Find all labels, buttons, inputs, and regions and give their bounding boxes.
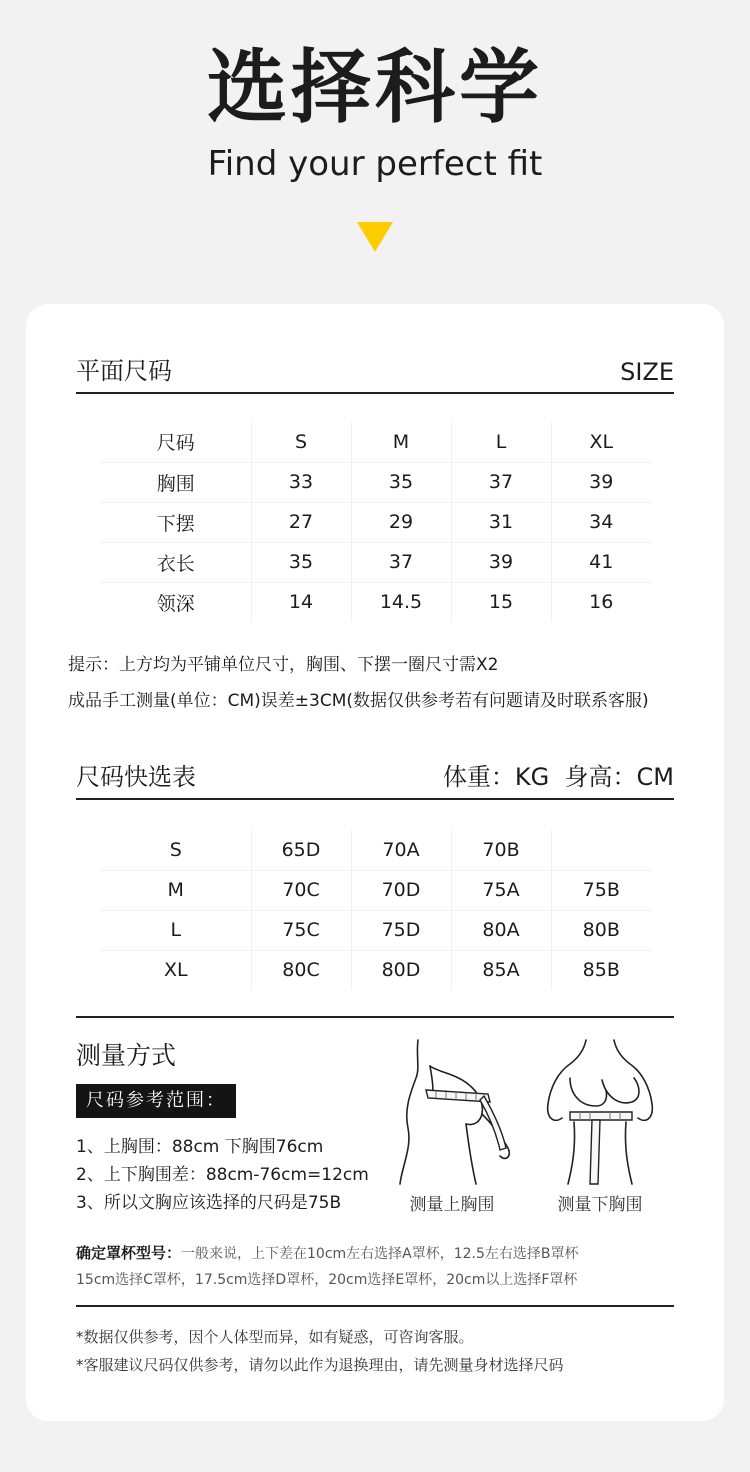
table-cell: 29 — [351, 502, 451, 542]
flat-size-header — [76, 346, 674, 386]
table-cell: L — [101, 910, 251, 950]
quick-select-units: 体重：KG 身高：CM — [442, 763, 674, 791]
flat-size-title: 平面尺码 — [76, 357, 172, 385]
table-cell: L — [451, 422, 551, 462]
table-cell: 34 — [551, 502, 651, 542]
table-cell: M — [351, 422, 451, 462]
table-row — [101, 422, 651, 462]
cup-size-text: 一般来说，上下差在10cm左右选择A罩杯，12.5左右选择B罩杯 — [181, 1246, 579, 1262]
table-row — [101, 870, 651, 910]
table-cell: 39 — [451, 542, 551, 582]
table-cell: 75B — [551, 870, 651, 910]
table-cell: 尺码 — [101, 422, 251, 462]
cup-size-line — [76, 1242, 579, 1263]
table-cell: 下摆 — [101, 502, 251, 542]
measure-step: 1、上胸围：88cm 下胸围76cm — [76, 1137, 324, 1157]
table-cell: 衣长 — [101, 542, 251, 582]
table-cell: 85B — [551, 950, 651, 990]
table-cell: S — [101, 830, 251, 870]
table-cell: 65D — [251, 830, 351, 870]
table-cell: 70A — [351, 830, 451, 870]
table-cell: 35 — [351, 462, 451, 502]
size-card — [26, 304, 724, 1421]
table-cell: 14.5 — [351, 582, 451, 622]
hero-subtitle: Find your perfect fit — [207, 144, 543, 184]
table-cell — [551, 830, 651, 870]
table-cell: 37 — [351, 542, 451, 582]
quick-select-table — [101, 830, 651, 990]
table-cell: 75D — [351, 910, 451, 950]
table-row — [101, 582, 651, 622]
divider — [76, 798, 674, 800]
table-row — [101, 462, 651, 502]
table-cell: 15 — [451, 582, 551, 622]
upper-bust-caption: 测量上胸围 — [409, 1195, 495, 1215]
table-cell: 70D — [351, 870, 451, 910]
lower-bust-figure — [540, 1038, 660, 1188]
table-cell: 80D — [351, 950, 451, 990]
table-cell: 37 — [451, 462, 551, 502]
table-cell: XL — [551, 422, 651, 462]
divider — [76, 392, 674, 394]
table-row — [101, 830, 651, 870]
table-cell: 70C — [251, 870, 351, 910]
quick-select-title: 尺码快选表 — [76, 763, 196, 791]
table-cell: 80B — [551, 910, 651, 950]
disclaimer: *客服建议尺码仅供参考，请勿以此作为退换理由，请先测量身材选择尺码 — [76, 1356, 564, 1374]
lower-bust-caption: 测量下胸围 — [557, 1195, 643, 1215]
table-cell: 85A — [451, 950, 551, 990]
flat-size-size-label: SIZE — [620, 358, 674, 386]
divider — [76, 1305, 674, 1307]
measure-step: 3、所以文胸应该选择的尺码是75B — [76, 1193, 342, 1213]
table-cell: 27 — [251, 502, 351, 542]
measure-error-note: 成品手工测量(单位：CM)误差±3CM(数据仅供参考若有问题请及时联系客服) — [68, 691, 649, 711]
table-cell: 41 — [551, 542, 651, 582]
table-cell: 39 — [551, 462, 651, 502]
table-cell: 33 — [251, 462, 351, 502]
table-cell: 领深 — [156, 592, 195, 615]
down-arrow-icon — [357, 222, 393, 252]
table-cell: XL — [163, 959, 188, 982]
measure-title: 测量方式 — [76, 1041, 177, 1070]
disclaimer: *数据仅供参考，因个人体型而异，如有疑惑，可咨询客服。 — [76, 1328, 474, 1346]
flat-size-table — [101, 422, 651, 622]
table-cell: M — [101, 870, 251, 910]
cup-size-text-2: 15cm选择C罩杯，17.5cm选择D罩杯，20cm选择E罩杯，20cm以上选择F罩杯 — [76, 1272, 578, 1288]
table-row — [101, 950, 651, 990]
table-cell: 75A — [451, 870, 551, 910]
table-cell: 80C — [251, 950, 351, 990]
table-row — [101, 502, 651, 542]
table-row — [101, 910, 651, 950]
measure-step: 2、上下胸围差：88cm-76cm=12cm — [76, 1165, 369, 1185]
size-range-badge: 尺码参考范围： — [76, 1084, 236, 1118]
divider — [76, 1016, 674, 1018]
table-cell: 70B — [451, 830, 551, 870]
table-cell: S — [251, 422, 351, 462]
flat-size-tip: 提示：上方均为平铺单位尺寸，胸围、下摆一圈尺寸需X2 — [68, 655, 499, 675]
table-cell: 胸围 — [101, 462, 251, 502]
upper-bust-figure — [396, 1038, 516, 1188]
hero-title: 选择科学 — [207, 41, 543, 134]
table-cell: 80A — [451, 910, 551, 950]
table-cell: 16 — [551, 582, 651, 622]
table-cell: 75C — [251, 910, 351, 950]
table-cell: 14 — [251, 582, 351, 622]
table-row — [101, 542, 651, 582]
table-cell: 35 — [251, 542, 351, 582]
quick-select-header — [76, 752, 674, 792]
cup-size-label: 确定罩杯型号： — [76, 1244, 182, 1262]
table-cell: 31 — [451, 502, 551, 542]
